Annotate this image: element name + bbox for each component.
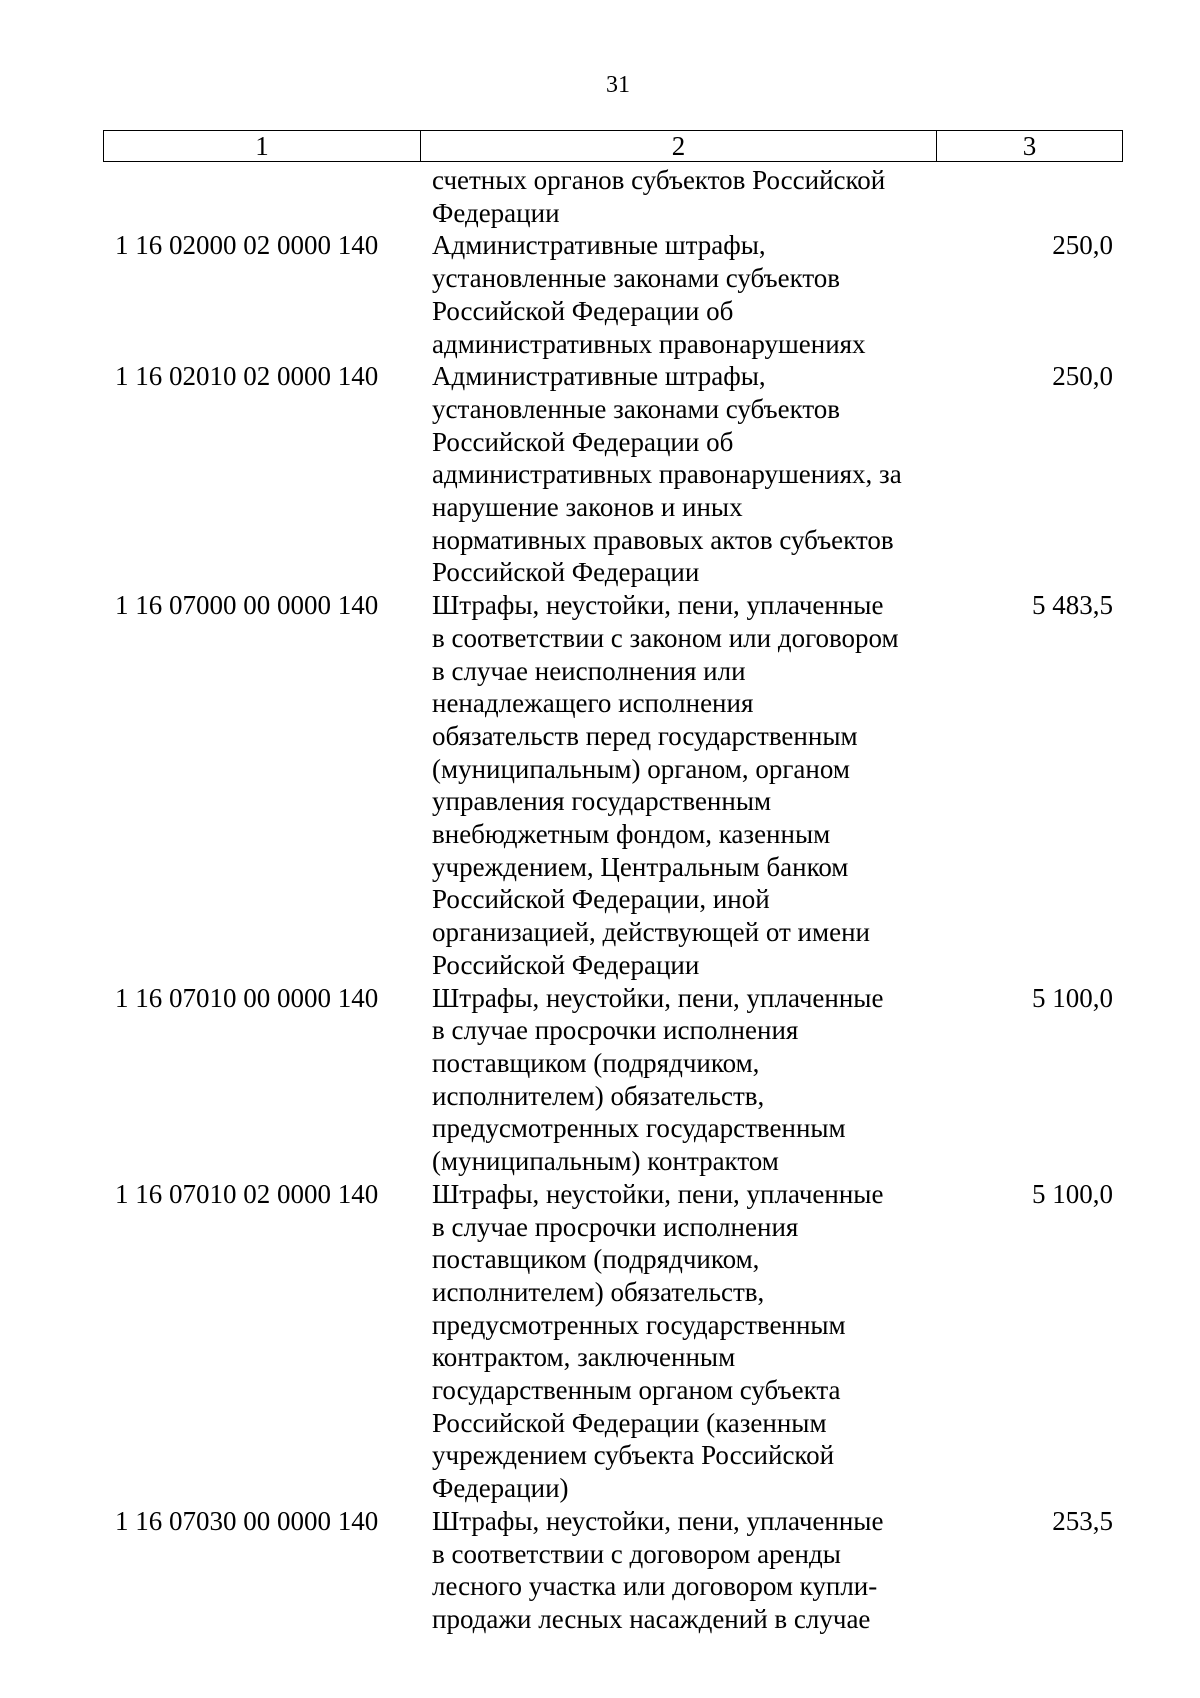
description-line: в соответствии с договором аренды: [432, 1538, 841, 1569]
amount: 250,0: [1052, 230, 1113, 261]
description-line: учреждением субъекта Российской: [432, 1440, 835, 1471]
description-line: установленные законами субъектов: [432, 263, 841, 294]
income-description: [432, 164, 942, 229]
description-line: (муниципальным) контрактом: [432, 1146, 779, 1177]
description-line: Российской Федерации об: [432, 295, 734, 326]
income-description: [432, 229, 942, 360]
table-row: [0, 164, 1200, 229]
description-line: Штрафы, неустойки, пени, уплаченные: [432, 590, 884, 621]
description-line: государственным органом субъекта: [432, 1375, 841, 1406]
amount: 5 100,0: [1032, 982, 1113, 1013]
description-line: нарушение законов и иных: [432, 492, 743, 523]
description-line: административных правонарушениях, за: [432, 459, 902, 490]
amount: 5 100,0: [1032, 1178, 1113, 1209]
description-line: нормативных правовых актов субъектов: [432, 524, 894, 555]
budget-code: 1 16 07000 00 0000 140: [115, 590, 379, 621]
description-line: Российской Федерации об: [432, 426, 734, 457]
amount: 253,5: [1052, 1505, 1113, 1536]
description-line: в соответствии с законом или договором: [432, 622, 899, 653]
budget-code: 1 16 07010 02 0000 140: [115, 1178, 379, 1209]
income-description: [432, 360, 942, 589]
header-cell-1: 1: [104, 131, 421, 161]
income-description: [432, 589, 942, 981]
table-row: [0, 589, 1200, 981]
page-number: 31: [606, 72, 630, 98]
description-line: исполнителем) обязательств,: [432, 1276, 765, 1307]
budget-code: 1 16 07010 00 0000 140: [115, 982, 379, 1013]
description-line: Федерации): [432, 1473, 569, 1504]
description-line: исполнителем) обязательств,: [432, 1080, 765, 1111]
income-description: [432, 1505, 942, 1636]
budget-code: 1 16 02010 02 0000 140: [115, 361, 379, 392]
description-line: счетных органов субъектов Российской: [432, 165, 886, 195]
header-cell-2: 2: [421, 131, 937, 161]
table-row: [0, 982, 1200, 1178]
description-line: контрактом, заключенным: [432, 1342, 736, 1373]
table-row: [0, 1178, 1200, 1505]
description-line: Российской Федерации: [432, 949, 700, 980]
description-line: в случае неисполнения или: [432, 655, 746, 686]
description-line: Штрафы, неустойки, пени, уплаченные: [432, 1505, 884, 1536]
description-line: установленные законами субъектов: [432, 393, 841, 424]
description-line: в случае просрочки исполнения: [432, 1211, 799, 1242]
description-line: предусмотренных государственным: [432, 1113, 846, 1144]
description-line: поставщиком (подрядчиком,: [432, 1244, 760, 1275]
description-line: Штрафы, неустойки, пени, уплаченные: [432, 1178, 884, 1209]
description-line: Административные штрафы,: [432, 361, 766, 392]
description-line: предусмотренных государственным: [432, 1309, 846, 1340]
income-description: [432, 1178, 942, 1505]
description-line: внебюджетным фондом, казенным: [432, 819, 831, 850]
description-line: поставщиком (подрядчиком,: [432, 1047, 760, 1078]
table-row: [0, 1505, 1200, 1636]
description-line: Российской Федерации, иной: [432, 884, 770, 915]
description-line: Федерации: [432, 197, 560, 228]
amount: 5 483,5: [1032, 590, 1113, 621]
table-row: [0, 360, 1200, 589]
description-line: Российской Федерации (казенным: [432, 1407, 827, 1438]
description-line: административных правонарушениях: [432, 328, 866, 359]
description-line: Административные штрафы,: [432, 230, 766, 261]
description-line: управления государственным: [432, 786, 772, 817]
description-line: Российской Федерации: [432, 557, 700, 588]
description-line: (муниципальным) органом, органом: [432, 753, 850, 784]
table-header: [103, 130, 1123, 162]
description-line: продажи лесных насаждений в случае: [432, 1603, 871, 1634]
table-body: [0, 164, 1200, 1636]
description-line: Штрафы, неустойки, пени, уплаченные: [432, 982, 884, 1013]
header-cell-3: 3: [1022, 131, 1037, 161]
description-line: в случае просрочки исполнения: [432, 1015, 799, 1046]
description-line: лесного участка или договором купли-: [432, 1571, 878, 1602]
description-line: ненадлежащего исполнения: [432, 688, 754, 719]
description-line: организацией, действующей от имени: [432, 917, 870, 948]
amount: 250,0: [1052, 361, 1113, 392]
budget-code: 1 16 02000 02 0000 140: [115, 230, 379, 261]
budget-code: 1 16 07030 00 0000 140: [115, 1505, 379, 1536]
description-line: обязательств перед государственным: [432, 720, 858, 751]
table-row: [0, 229, 1200, 360]
description-line: учреждением, Центральным банком: [432, 851, 849, 882]
income-description: [432, 982, 942, 1178]
